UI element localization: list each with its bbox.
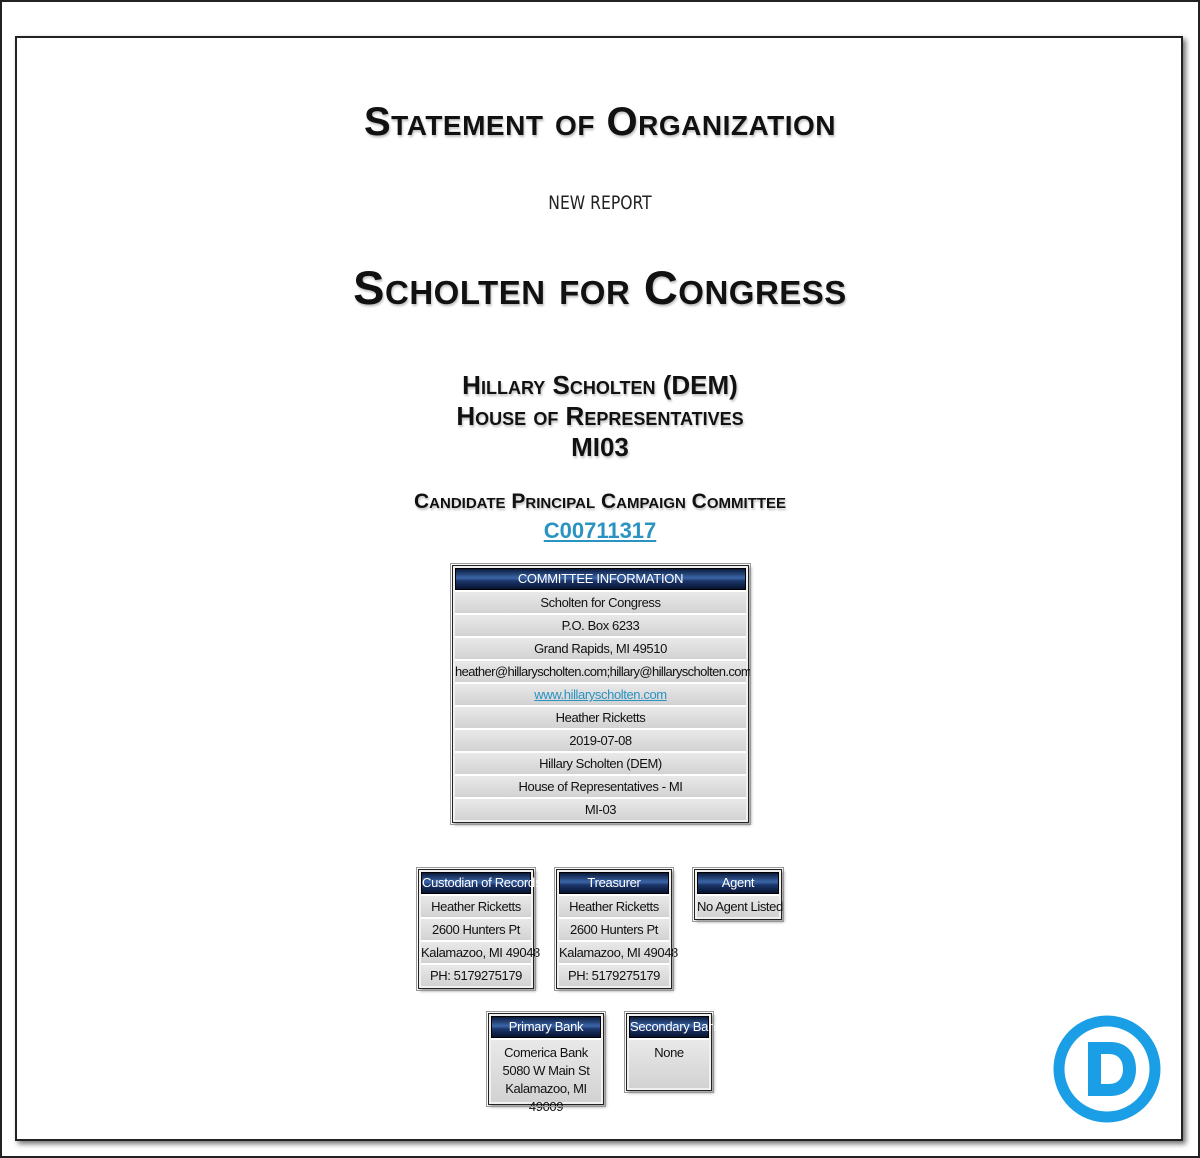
treasurer-panel: [556, 869, 678, 989]
custodian-name: Heather Ricketts: [421, 894, 531, 917]
bank-street: 5080 W Main St: [502, 1063, 590, 1078]
committee-id-link[interactable]: C00711317: [543, 518, 657, 543]
date-row: 2019-07-08: [455, 728, 746, 751]
candidate-office: House of Representatives: [456, 401, 744, 431]
bank-city: Kalamazoo, MI 49009: [505, 1081, 587, 1114]
email-row: heather@hillaryscholten.com;hillary@hillaryscholten.com: [455, 659, 746, 682]
treasurer-name: Heather Ricketts: [559, 894, 669, 917]
custodian-city: Kalamazoo, MI 49048: [421, 940, 531, 963]
page-title: Statement of Organization: [363, 100, 837, 144]
address-line-row: P.O. Box 6233: [455, 613, 746, 636]
panel-heading: Agent: [697, 872, 779, 894]
treasurer-phone: PH: 5179275179: [559, 963, 669, 986]
democratic-party-logo-icon: [1052, 1014, 1162, 1124]
treasurer-street: 2600 Hunters Pt: [559, 917, 669, 940]
website-row: [455, 682, 746, 705]
custodian-phone: PH: 5179275179: [421, 963, 531, 986]
secondary-bank-body: [629, 1038, 709, 1088]
primary-bank-panel: [488, 1013, 604, 1114]
report-type: NEW REPORT: [548, 192, 652, 214]
bank-name: Comerica Bank: [504, 1045, 588, 1060]
website-link[interactable]: www.hillaryscholten.com: [534, 687, 667, 702]
city-state-row: Grand Rapids, MI 49510: [455, 636, 746, 659]
treasurer-city: Kalamazoo, MI 49048: [559, 940, 669, 963]
panel-heading: Custodian of Records: [421, 872, 531, 894]
agent-value: No Agent Listed: [697, 894, 779, 917]
committee-name-row: Scholten for Congress: [455, 590, 746, 613]
panel-heading: COMMITTEE INFORMATION: [455, 568, 746, 590]
committee-designation: Candidate Principal Campaign Committee: [414, 490, 786, 513]
committee-name-heading: Scholten for Congress: [353, 261, 847, 314]
secondary-bank-panel: [626, 1013, 722, 1091]
panel-heading: Primary Bank: [491, 1016, 601, 1038]
candidate-name: Hillary Scholten (DEM): [462, 370, 738, 400]
committee-info-panel: [452, 565, 752, 823]
agent-panel: [694, 869, 782, 920]
primary-bank-body: [491, 1038, 601, 1114]
contact-row: Heather Ricketts: [455, 705, 746, 728]
candidate-block: [0, 370, 1200, 463]
custodian-panel: [418, 869, 542, 989]
district-row: MI-03: [455, 797, 746, 820]
candidate-row: Hillary Scholten (DEM): [455, 751, 746, 774]
custodian-street: 2600 Hunters Pt: [421, 917, 531, 940]
office-row: House of Representatives - MI: [455, 774, 746, 797]
secondary-bank-value: None: [654, 1045, 684, 1060]
panel-heading: Secondary Bank: [629, 1016, 709, 1038]
candidate-district: MI03: [571, 432, 629, 462]
panel-heading: Treasurer: [559, 872, 669, 894]
